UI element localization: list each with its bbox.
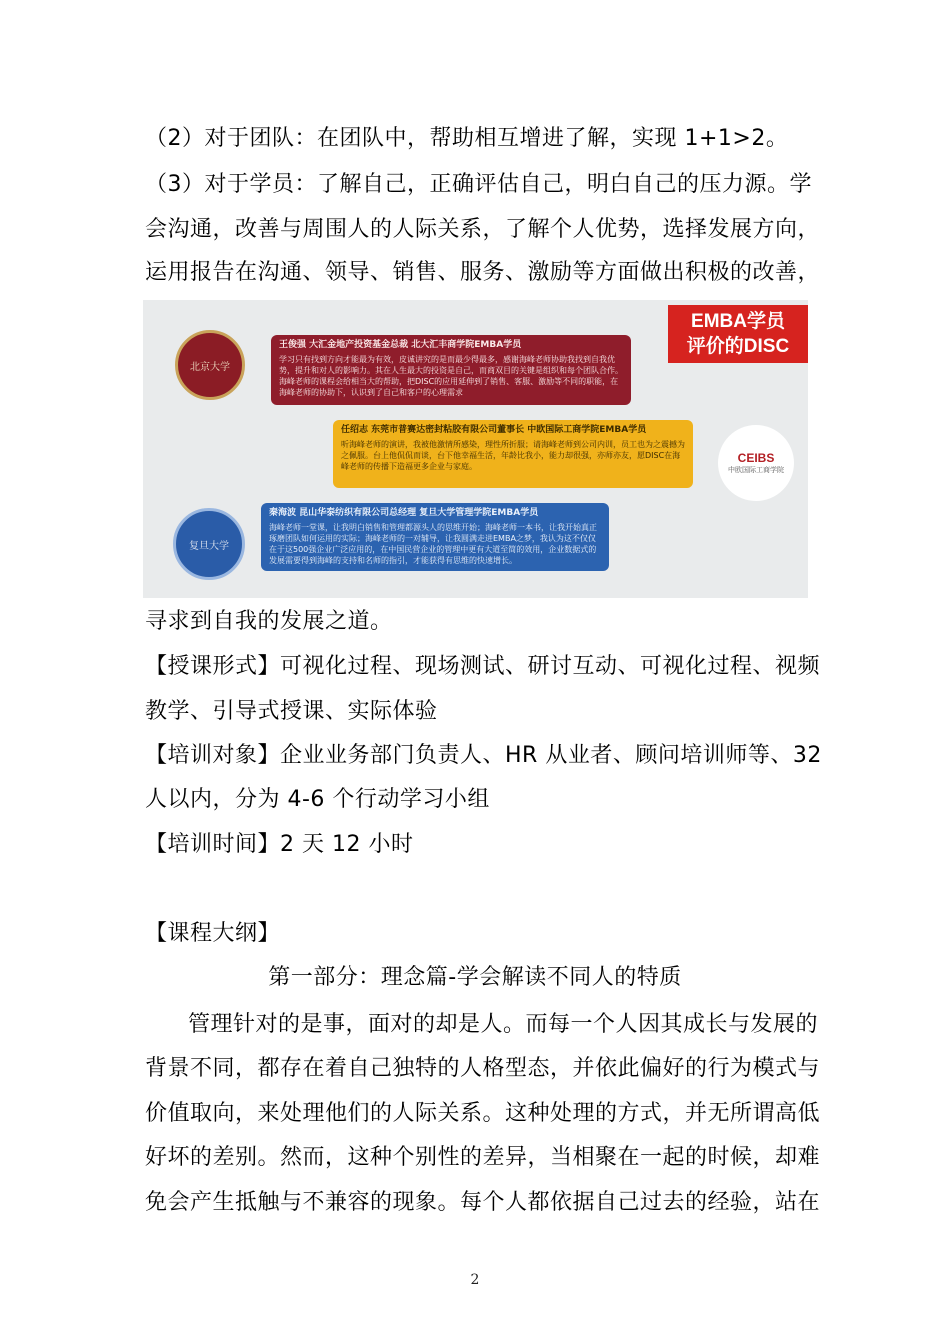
testimonial-bubble <box>261 503 609 571</box>
testimonial-author: 王俊强 大汇金地产投资基金总裁 北大汇丰商学院EMBA学员 <box>279 340 522 350</box>
logo-text: CEIBS <box>737 451 775 465</box>
tag-line: EMBA学员 <box>691 311 785 332</box>
testimonial-text: 听海峰老师的演讲，我被他激情所感染，理性所折服；请海峰老师到公司内训，员工也为之震撼为之佩服。台上他侃侃而谈，台下他幸福生活，年龄比我小，能力却很强，亦师亦友，愿DISC在海峰老师的传播下造福更多企业与家庭。 <box>341 440 685 471</box>
tag-line: 评价的DISC <box>686 336 790 357</box>
paragraph-line: 背景不同，都存在着自己独特的人格型态，并依此偏好的行为模式与 <box>145 1056 821 1081</box>
paragraph-line: 价值取向，来处理他们的人际关系。这种处理的方式，并无所谓高低 <box>145 1101 821 1126</box>
logo-subtext: 中欧国际工商学院 <box>728 467 784 474</box>
paragraph-line: 寻求到自我的发展之道。 <box>145 609 393 634</box>
pku-logo-icon <box>175 330 245 400</box>
paragraph-line: 运用报告在沟通、领导、销售、服务、激励等方面做出积极的改善， <box>145 260 821 285</box>
testimonial-author: 秦海波 昆山华泰纺织有限公司总经理 复旦大学管理学院EMBA学员 <box>269 508 539 518</box>
emba-disc-tag <box>668 305 808 363</box>
paragraph-line: 教学、引导式授课、实际体验 <box>145 699 438 724</box>
logo-text: 复旦大学 <box>189 540 229 552</box>
testimonial-text: 海峰老师一堂课，让我明白销售和管理都源头人的思维开始；海峰老师一本书，让我开始真正琢磨团队如何运用的实际；海峰老师的一对辅导，让我圆满走进EMBA之梦，我认为这不仅仅在于这500强企业广泛应用的，在中国民营企业的管理中更有大道至简的效用，企业数据式的发展需要得到海峰的支持和名师的指引，才能获得有思维的快速增长。 <box>269 523 597 565</box>
section-heading: 【课程大纲】 <box>145 921 281 946</box>
page-number: 2 <box>470 1272 480 1288</box>
paragraph-line: 人以内，分为 4-6 个行动学习小组 <box>145 787 490 812</box>
testimonial-text: 学习只有找到方向才能最为有效，皮诚讲究的是而最少得最多，感谢海峰老师协助我找到自我优势，提升和对人的影响力。其在人生最大的投资是自己，而商双目的关键是组织和每个团队合作。海峰老师的课程会给相当大的帮助，把DISC的应用延伸到了销售、客服、激励等不同的职能，在海峰老师的协助下，认识到了自己和客户的心理需求 <box>279 355 623 397</box>
fudan-logo-icon <box>173 508 245 580</box>
testimonial-author: 任绍志 东莞市普赛达密封粘胶有限公司董事长 中欧国际工商学院EMBA学员 <box>341 425 647 435</box>
paragraph-line: 管理针对的是事，面对的却是人。而每一个人因其成长与发展的 <box>188 1012 819 1037</box>
paragraph-line: 【培训时间】2 天 12 小时 <box>145 832 414 857</box>
paragraph-line: 【授课形式】可视化过程、现场测试、研讨互动、可视化过程、视频 <box>145 654 821 679</box>
emba-testimonial-image <box>143 300 808 598</box>
paragraph-line: （3）对于学员：了解自己，正确评估自己，明白自己的压力源。学 <box>145 172 812 197</box>
part-title: 第一部分：理念篇-学会解读不同人的特质 <box>268 965 682 990</box>
testimonial-bubble <box>333 420 693 488</box>
paragraph-line: 【培训对象】企业业务部门负责人、HR 从业者、顾问培训师等、32 <box>145 743 822 768</box>
testimonial-bubble <box>271 335 631 405</box>
paragraph-line: 好坏的差别。然而，这种个别性的差异，当相聚在一起的时候，却难 <box>145 1145 821 1170</box>
paragraph-line: 会沟通，改善与周围人的人际关系，了解个人优势，选择发展方向， <box>145 217 821 242</box>
logo-text: 北京大学 <box>190 361 230 373</box>
paragraph-line: （2）对于团队：在团队中，帮助相互增进了解，实现 1+1>2。 <box>145 126 789 151</box>
ceibs-logo-icon <box>718 425 794 501</box>
paragraph-line: 免会产生抵触与不兼容的现象。每个人都依据自己过去的经验，站在 <box>145 1190 821 1215</box>
